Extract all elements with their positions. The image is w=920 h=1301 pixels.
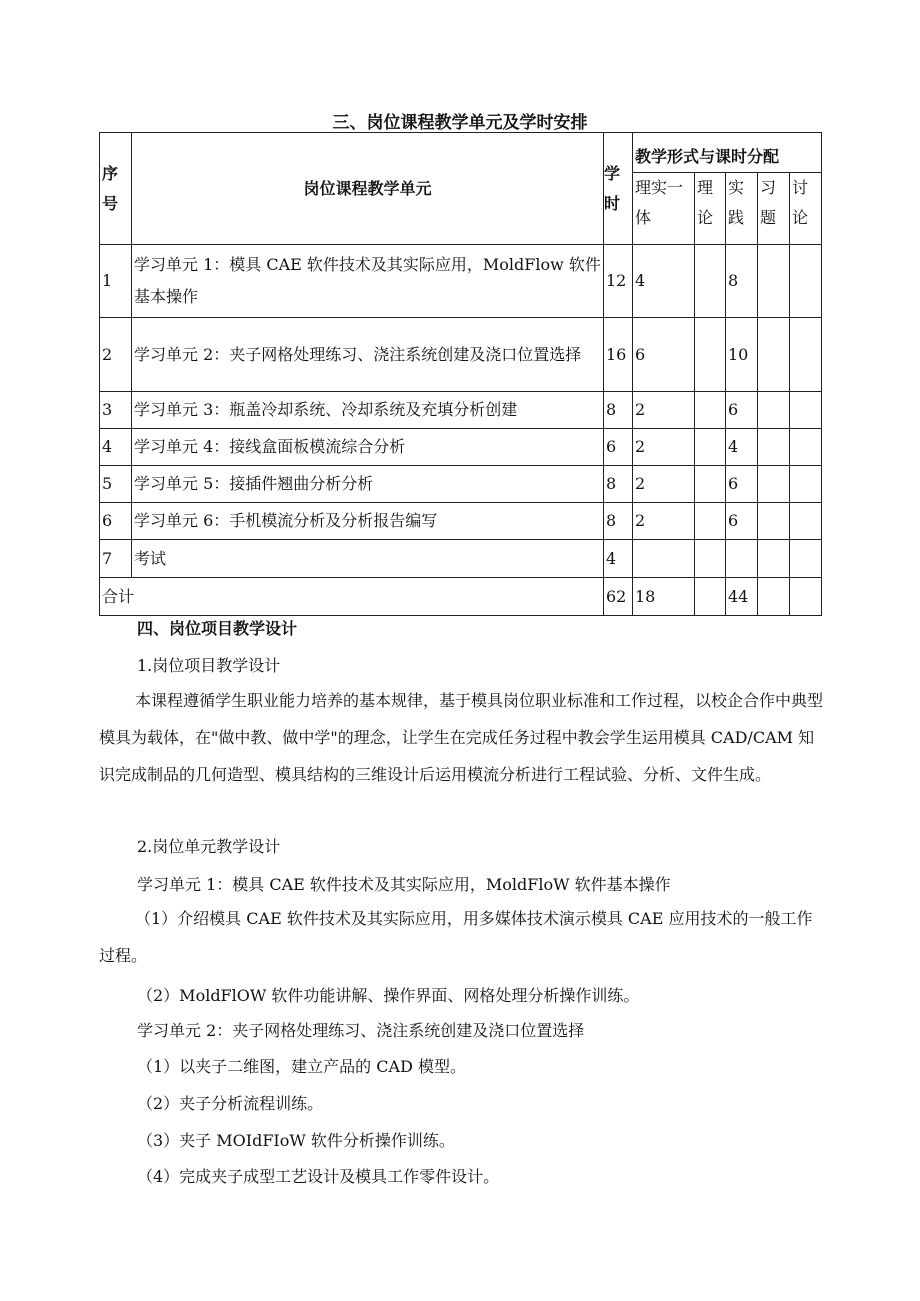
table-row [100,503,822,540]
row-practice: 6 [726,466,758,503]
table-row [100,429,822,466]
table-row [100,466,822,503]
row-seq: 2 [100,318,132,392]
unit2-item-2: （2）夹子分析流程训练。 [137,1094,324,1113]
row-seq: 7 [100,540,132,578]
row-unit: 考试 [132,540,604,578]
subsection1-heading: 1.岗位项目教学设计 [137,656,281,675]
header-exercise: 习 题 [758,173,790,245]
unit1-item-2: （2）MoldFlOW 软件功能讲解、操作界面、网格处理分析操作训练。 [137,986,640,1005]
row-unit: 学习单元 4：接线盒面板模流综合分析 [132,429,604,466]
row-seq: 4 [100,429,132,466]
row-exercise [758,245,790,318]
row-hours: 4 [604,540,633,578]
row-unit: 学习单元 1：模具 CAE 软件技术及其实际应用，MoldFlow 软件基本操作 [132,245,604,318]
row-theory [695,318,726,392]
row-theory [695,540,726,578]
unit2-heading: 学习单元 2：夹子网格处理练习、浇注系统创建及浇口位置选择 [137,1021,585,1040]
unit2-item-3: （3）夹子 MOIdFIoW 软件分析操作训练。 [137,1131,455,1150]
row-seq: 6 [100,503,132,540]
row-exercise [758,540,790,578]
header-teaching-form: 教学形式与课时分配 [633,133,822,173]
row-discussion [790,503,822,540]
header-hours: 学 时 [604,133,633,245]
row-theory [695,245,726,318]
schedule-table [99,132,822,616]
row-discussion [790,392,822,429]
row-integrated [633,540,695,578]
row-seq: 1 [100,245,132,318]
row-practice: 10 [726,318,758,392]
unit1-heading: 学习单元 1：模具 CAE 软件技术及其实际应用，MoldFloW 软件基本操作 [137,875,671,894]
row-integrated: 2 [633,429,695,466]
total-label: 合计 [100,578,604,616]
row-practice: 6 [726,503,758,540]
row-exercise [758,466,790,503]
total-theory [695,578,726,616]
row-seq: 3 [100,392,132,429]
unit1-item-1: （1）介绍模具 CAE 软件技术及其实际应用，用多媒体技术演示模具 CAE 应用技术的一般工作过程。 [99,909,813,965]
row-practice [726,540,758,578]
row-integrated: 2 [633,503,695,540]
header-practice: 实 践 [726,173,758,245]
header-discussion: 讨 论 [790,173,822,245]
row-theory [695,503,726,540]
header-theory: 理 论 [695,173,726,245]
row-exercise [758,392,790,429]
row-hours: 6 [604,429,633,466]
row-integrated: 2 [633,466,695,503]
table-row [100,540,822,578]
table-row [100,318,822,392]
subsection2-heading: 2.岗位单元教学设计 [137,837,281,856]
subsection1-body: 本课程遵循学生职业能力培养的基本规律，基于模具岗位职业标准和工作过程，以校企合作中典型模具为载体，在"做中教、做中学"的理念，让学生在完成任务过程中教会学生运用模具 CAD/CAM 知识完成制品的几何造型、模具结构的三维设计后运用模流分析进行工程试验、分析、文件生成。 [99,691,824,784]
row-hours: 12 [604,245,633,318]
row-discussion [790,318,822,392]
total-practice: 44 [726,578,758,616]
table-row [100,245,822,318]
row-unit: 学习单元 6：手机模流分析及分析报告编写 [132,503,604,540]
page-title: 三、岗位课程教学单元及学时安排 [332,113,588,133]
total-exercise [758,578,790,616]
row-discussion [790,540,822,578]
row-exercise [758,429,790,466]
row-integrated: 2 [633,392,695,429]
row-unit: 学习单元 3：瓶盖冷却系统、冷却系统及充填分析创建 [132,392,604,429]
total-row [100,578,822,616]
unit2-item-1: （1）以夹子二维图，建立产品的 CAD 模型。 [137,1057,466,1076]
header-integrated: 理实一 体 [633,173,695,245]
header-unit: 岗位课程教学单元 [132,133,604,245]
row-theory [695,429,726,466]
row-theory [695,466,726,503]
row-practice: 8 [726,245,758,318]
table-row [100,392,822,429]
row-practice: 6 [726,392,758,429]
header-seq: 序 号 [100,133,132,245]
row-hours: 8 [604,466,633,503]
row-integrated: 4 [633,245,695,318]
section4-heading: 四、岗位项目教学设计 [137,619,298,638]
row-unit: 学习单元 2：夹子网格处理练习、浇注系统创建及浇口位置选择 [132,318,604,392]
row-unit: 学习单元 5：接插件翘曲分析分析 [132,466,604,503]
unit2-item-4: （4）完成夹子成型工艺设计及模具工作零件设计。 [137,1167,500,1186]
total-integrated: 18 [633,578,695,616]
row-seq: 5 [100,466,132,503]
row-discussion [790,429,822,466]
row-discussion [790,245,822,318]
row-hours: 8 [604,503,633,540]
row-hours: 8 [604,392,633,429]
header-row-1 [100,133,822,173]
total-hours: 62 [604,578,633,616]
row-practice: 4 [726,429,758,466]
total-discussion [790,578,822,616]
row-exercise [758,318,790,392]
row-theory [695,392,726,429]
row-hours: 16 [604,318,633,392]
row-exercise [758,503,790,540]
row-integrated: 6 [633,318,695,392]
row-discussion [790,466,822,503]
